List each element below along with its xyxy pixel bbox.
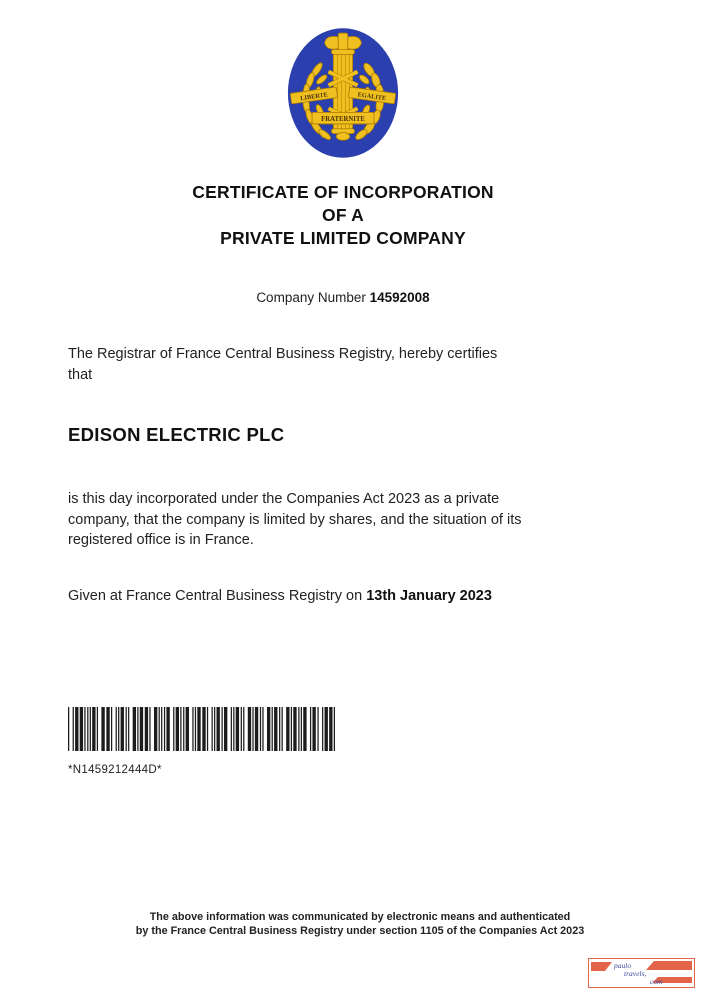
emblem-banner-liberte-label: LIBERTE bbox=[299, 91, 329, 103]
watermark-text-line-3: com bbox=[650, 977, 663, 986]
given-at-prefix: Given at France Central Business Registry on bbox=[68, 588, 367, 604]
registrar-paragraph bbox=[68, 344, 628, 386]
watermark-right-stripe-top-icon bbox=[646, 961, 692, 970]
company-number-value: 14592008 bbox=[369, 290, 430, 305]
company-name: EDISON ELECTRIC PLC bbox=[68, 424, 285, 445]
barcode bbox=[68, 707, 335, 751]
banner-fraternite bbox=[312, 112, 374, 124]
incorporation-line-1: is this day incorporated under the Companies Act 2023 as a private bbox=[68, 491, 500, 507]
france-emblem-icon bbox=[285, 25, 401, 161]
registrar-line-1: The Registrar of France Central Business Registry, hereby certifies bbox=[68, 346, 498, 362]
company-number-line bbox=[0, 290, 686, 305]
incorporation-line-3: registered office is in France. bbox=[68, 532, 254, 549]
company-number-label: Company Number bbox=[256, 290, 370, 305]
footer-line-1: The above information was communicated by electronic means and authenticated bbox=[149, 911, 571, 923]
emblem-banner-fraternite-label: FRATERNITE bbox=[321, 116, 365, 124]
barcode-icon bbox=[68, 707, 335, 751]
certificate-title bbox=[0, 181, 686, 250]
title-line-2: OF A bbox=[322, 205, 364, 225]
footer-line-2: by the France Central Business Registry under section 1105 of the Companies Act 2023 bbox=[135, 925, 585, 937]
given-at-line bbox=[68, 588, 492, 604]
emblem-banner-egalite-label: EGALITE bbox=[357, 91, 387, 103]
barcode-label: *N1459212444D* bbox=[68, 764, 162, 776]
footer-note bbox=[0, 910, 720, 938]
registrar-line-2: that bbox=[68, 367, 93, 383]
watermark-text-line-1: paulo bbox=[614, 961, 632, 970]
title-line-1: CERTIFICATE OF INCORPORATION bbox=[192, 182, 494, 202]
incorporation-paragraph bbox=[68, 489, 628, 551]
title-line-3: PRIVATE LIMITED COMPANY bbox=[220, 228, 466, 248]
incorporation-line-2: company, that the company is limited by shares, and the situation of its bbox=[68, 511, 522, 528]
paulo-travels-watermark bbox=[588, 958, 695, 988]
watermark-text-line-2: travels, bbox=[624, 969, 647, 978]
given-at-date: 13th January 2023 bbox=[366, 588, 492, 604]
